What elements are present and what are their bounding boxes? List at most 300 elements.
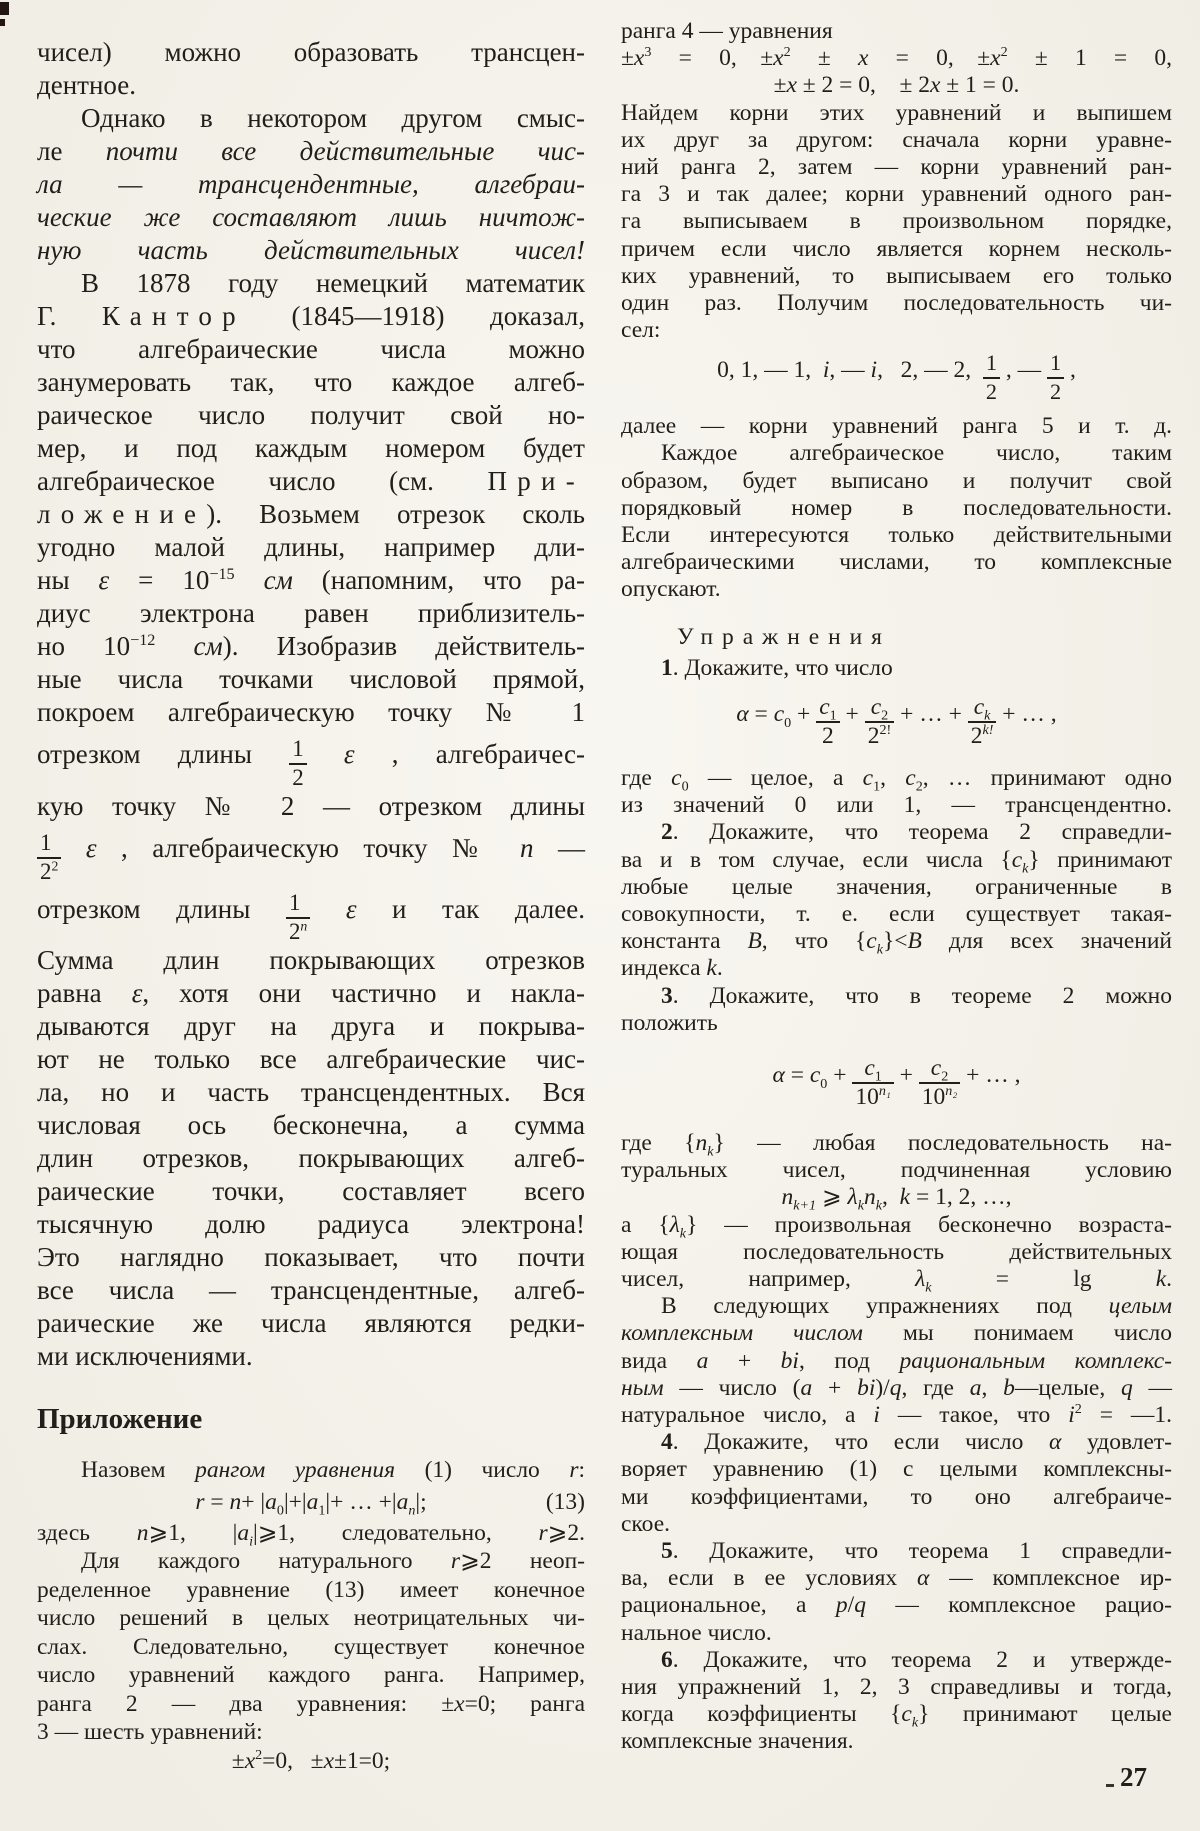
text-line (621, 983, 1172, 1010)
text-segment: c (819, 693, 830, 720)
text-line (621, 1211, 1172, 1242)
text-line (621, 1129, 1172, 1160)
text-segment: — комплексное рацио- (865, 1592, 1172, 1619)
text-line (37, 1718, 585, 1747)
text-segment: положить (621, 1009, 718, 1036)
fraction (865, 693, 895, 750)
text-segment: 2 (292, 764, 304, 790)
text-segment: 0 (784, 714, 792, 731)
text-line (621, 344, 1172, 413)
fraction-numerator (37, 829, 61, 857)
text-line (621, 1348, 1172, 1375)
text-segment: из значений 0 или 1, — трансцендентно. (621, 792, 1172, 819)
text-line (621, 1157, 1172, 1184)
text-segment: λ (915, 1265, 926, 1292)
text-segment: c (905, 764, 916, 791)
text-segment: Найдем корни этих уравнений и выпишем (621, 99, 1172, 126)
text-line (621, 522, 1172, 549)
text-segment: — (533, 832, 586, 863)
text-segment: , (981, 1374, 1004, 1401)
text-segment: а { (621, 1211, 670, 1238)
text-segment: B (907, 928, 922, 955)
text-segment: — целое, а (688, 764, 863, 791)
text-line (621, 792, 1172, 819)
text-segment: см (193, 631, 223, 661)
text-segment: α (1049, 1429, 1062, 1456)
text-segment: 3 (644, 44, 652, 61)
text-segment: ± (790, 45, 858, 72)
text-segment: алгебраическое число (см. (37, 466, 488, 496)
text-segment: ранга 2 — два уравнения: ± (37, 1690, 455, 1717)
text-line (621, 576, 1172, 603)
text-line (621, 1265, 1172, 1296)
text-segment: индекса (621, 955, 707, 982)
fraction-numerator (852, 1054, 893, 1085)
text-line (621, 72, 1172, 99)
text-segment: c (671, 764, 682, 791)
text-line (37, 1604, 585, 1633)
text-segment: ±1=0; (334, 1747, 391, 1774)
text-segment: При- (487, 466, 585, 496)
text-segment: 3 (661, 982, 673, 1009)
text-line (37, 597, 585, 630)
text-segment: 1 (288, 890, 301, 916)
fraction (286, 892, 310, 944)
text-segment: 2 (783, 44, 791, 61)
left-column-main-text (37, 36, 585, 1373)
text-segment: 0 (820, 1075, 828, 1092)
text-line (37, 36, 585, 69)
fraction-denominator (1047, 377, 1064, 403)
text-segment: ные числа точками числовой прямой, (37, 664, 585, 694)
text-segment: комплексным числом (621, 1320, 863, 1347)
text-segment: ± (977, 45, 991, 72)
text-segment: число решений в целых неотрицательных чи- (37, 1605, 585, 1632)
text-line (37, 465, 585, 498)
text-segment: ε (85, 832, 97, 863)
fraction (983, 352, 1000, 403)
text-segment: = lg (931, 1265, 1156, 1292)
text-line (621, 236, 1172, 263)
text-segment: Для каждого натурального (81, 1548, 451, 1575)
text-line (37, 1043, 585, 1076)
text-segment: для всех значений (921, 928, 1172, 955)
text-line (621, 440, 1172, 467)
text-line (37, 977, 585, 1010)
text-line (621, 317, 1172, 344)
text-line (621, 1293, 1172, 1320)
text-segment: n (229, 1488, 242, 1515)
text-line (37, 790, 585, 823)
text-line (621, 928, 1172, 958)
text-segment: x (323, 1747, 335, 1774)
text-segment (155, 631, 193, 661)
text-segment: −15 (209, 565, 235, 583)
fraction-numerator (968, 693, 997, 724)
text-segment: равна (37, 978, 132, 1009)
text-segment: c (973, 693, 985, 720)
text-segment: } принимают целые (918, 1701, 1172, 1728)
text-segment: что алгебраические числа можно (37, 334, 585, 364)
text-segment: = (784, 1062, 810, 1089)
text-segment: 2 (867, 723, 880, 750)
text-segment: x (929, 72, 941, 99)
text-segment: воряет уравнению (1) с целыми комплексны- (621, 1456, 1172, 1483)
text-segment: 2 (970, 723, 983, 750)
text-segment: a (396, 1488, 409, 1515)
text-line (37, 1142, 585, 1175)
text-segment: + (893, 1062, 919, 1089)
text-segment: покроем алгебраическую точку № 1 (37, 697, 585, 727)
text-line (37, 69, 585, 102)
text-segment: bi (780, 1347, 799, 1374)
text-segment: 2 (822, 723, 834, 750)
text-segment: a (800, 1374, 813, 1401)
text-segment: } — произвольная бесконечно возраста- (686, 1211, 1172, 1238)
text-segment: ⩾2 неоп- (460, 1548, 586, 1575)
text-segment: }< (883, 928, 908, 955)
text-segment: 10 (855, 1084, 879, 1111)
text-line (621, 1043, 1172, 1126)
text-segment: x (990, 45, 1001, 72)
fraction (968, 693, 997, 750)
text-line (621, 1484, 1172, 1511)
text-segment: Г. (37, 301, 102, 331)
text-segment: / (847, 1592, 855, 1619)
text-segment: k! (982, 722, 994, 739)
text-segment: =0; ранга (464, 1690, 586, 1717)
text-segment: c (870, 693, 882, 720)
text-segment: k (1155, 1265, 1167, 1292)
text-line (37, 823, 585, 884)
text-segment: c (773, 701, 785, 728)
text-segment: k (857, 1198, 864, 1215)
text-segment: a (265, 1488, 277, 1515)
text-segment: + … , (996, 701, 1057, 728)
text-segment: ле (37, 136, 106, 166)
text-segment: ± 1 = 0. (940, 72, 1020, 99)
text-segment: чисел) можно образовать трансцен- (37, 37, 585, 67)
fraction (919, 1054, 960, 1111)
text-segment (954, 45, 978, 71)
text-line (37, 168, 585, 201)
text-segment: ± (231, 1747, 245, 1774)
text-segment: ми исключениями. (37, 1341, 253, 1372)
text-segment: , где (901, 1374, 970, 1401)
text-segment: + (827, 1062, 853, 1089)
text-segment: a (969, 1374, 982, 1401)
text-line (37, 1307, 585, 1340)
text-segment: 1 (40, 829, 52, 855)
text-segment: ва, если в ее условиях (621, 1565, 917, 1592)
text-segment: = 1, 2, …, (910, 1184, 1012, 1211)
text-segment: a (306, 1488, 319, 1515)
text-segment: В 1878 году немецкий математик (81, 268, 585, 298)
text-segment: 2 (1049, 378, 1062, 404)
text-segment: почти все действительные чис- (105, 136, 585, 166)
text-segment: ют не только все алгебраические чис- (37, 1044, 585, 1075)
text-line (621, 181, 1172, 208)
text-line (621, 290, 1172, 317)
text-segment (235, 565, 264, 595)
text-segment: k (679, 1225, 687, 1242)
text-segment: диус электрона равен приблизитель- (37, 598, 585, 628)
text-segment: раические же числа являются редки- (37, 1308, 585, 1339)
text-line (37, 884, 585, 945)
text-line (37, 1485, 585, 1519)
text-segment: , алгебраичес- (354, 739, 586, 769)
text-segment: дываются друг на друга и покрыва- (37, 1011, 585, 1042)
text-line (37, 1747, 585, 1776)
text-segment: ны (37, 565, 99, 595)
text-line (621, 764, 1173, 795)
text-line (621, 1647, 1172, 1674)
text-segment: 2 (1000, 44, 1008, 61)
text-line (621, 1511, 1172, 1538)
text-segment: но 10 (37, 631, 131, 661)
text-line (621, 1375, 1172, 1402)
scan-artifact (0, 2, 9, 15)
text-segment: ющая последовательность действительных (621, 1238, 1172, 1265)
text-segment: = 10 (109, 565, 210, 595)
text-line (621, 1538, 1172, 1565)
text-line (37, 300, 585, 333)
text-segment: 1 (1049, 350, 1062, 376)
fraction-denominator (968, 721, 997, 749)
text-segment: 2 (881, 707, 889, 724)
text-line (621, 846, 1172, 877)
text-segment: длин отрезков, покрывающих алгеб- (37, 1143, 585, 1174)
text-segment: где { (621, 1129, 696, 1156)
text-segment: . Докажите, что в теореме 2 можно (672, 982, 1172, 1009)
text-segment: ⩾1, | (148, 1519, 238, 1546)
text-segment: x (773, 45, 784, 72)
fraction-denominator (919, 1082, 960, 1110)
fraction-denominator (37, 857, 61, 884)
text-segment: k (925, 1279, 932, 1296)
fraction-numerator (1047, 352, 1064, 376)
text-segment: + (839, 701, 865, 728)
text-segment: n (520, 832, 534, 863)
text-segment: ± 2 (899, 72, 930, 99)
text-line (621, 468, 1172, 495)
text-segment: вида (621, 1347, 697, 1374)
text-segment: , алгебраическую точку № (96, 832, 521, 863)
fraction-denominator (865, 721, 895, 749)
text-segment: c (1011, 846, 1023, 873)
text-segment: 2 (941, 1068, 949, 1085)
text-line (37, 234, 585, 267)
text-segment: i (870, 357, 878, 384)
text-segment: угодно малой длины, например дли- (37, 532, 585, 562)
text-line (621, 154, 1172, 181)
text-segment: 0, 1, — 1, (717, 357, 823, 384)
text-segment: Упражнения (677, 623, 891, 650)
text-segment: Однако в некотором другом смыс- (81, 103, 585, 133)
text-segment: + (812, 1374, 858, 1401)
text-line (621, 263, 1172, 290)
text-line (621, 1456, 1172, 1483)
text-segment: Сумма длин покрывающих отрезков (37, 945, 585, 976)
text-segment: . Докажите, что теорема 2 и утвержде- (672, 1646, 1172, 1673)
text-line (37, 1076, 585, 1109)
text-line (37, 1690, 585, 1719)
text-line (621, 874, 1172, 901)
text-segment: рангом уравнения (195, 1457, 396, 1484)
text-segment: любые целые значения, ограниченные в (621, 873, 1172, 900)
text-line (37, 1547, 585, 1576)
text-segment: ным (621, 1374, 664, 1401)
text-segment: ское. (621, 1510, 670, 1537)
text-line (621, 1184, 1172, 1215)
text-segment: мер, и под каждым номером будет (37, 433, 585, 463)
text-segment: x (786, 72, 797, 99)
text-segment: α (736, 701, 749, 728)
text-line (37, 1340, 585, 1373)
text-segment: 4 (661, 1429, 673, 1456)
text-segment: порядковый номер в последовательности. (621, 494, 1172, 521)
text-segment: 0 (276, 1502, 284, 1519)
left-column (37, 36, 585, 1775)
text-segment: 2 (985, 378, 997, 404)
text-segment: га выписываем в произвольном порядке, (621, 208, 1172, 235)
fraction (852, 1054, 893, 1111)
text-segment: |+| (283, 1488, 307, 1515)
text-line (621, 208, 1172, 235)
text-segment: здесь (37, 1519, 137, 1546)
text-segment: k (899, 1184, 911, 1211)
text-line (621, 1701, 1172, 1731)
scan-artifact (0, 19, 5, 26)
text-line (37, 696, 585, 729)
text-segment: (1845—1918) доказал, (245, 301, 585, 331)
text-line (37, 1109, 585, 1142)
text-line (37, 135, 585, 168)
text-segment: —целые, (1014, 1374, 1121, 1401)
text-segment: , … принимают одно (922, 764, 1173, 791)
text-segment: ва и в том случае, если числа { (621, 846, 1012, 873)
text-segment: = 0, (651, 45, 737, 72)
fraction-denominator (852, 1082, 893, 1110)
right-column (621, 18, 1172, 1756)
text-line (37, 1175, 585, 1208)
text-segment: (напомним, что ра- (292, 565, 586, 595)
fraction-numerator (286, 892, 310, 917)
text-line (37, 630, 585, 663)
text-segment: λ (847, 1184, 858, 1211)
text-segment: слах. Следовательно, существует конечное (37, 1633, 585, 1660)
text-line (37, 366, 585, 399)
text-segment: отрезком длины (37, 739, 290, 769)
text-segment: , хотя они частично и накла- (142, 978, 585, 1009)
text-segment: . Докажите, что теорема 1 справедли- (672, 1538, 1172, 1564)
text-line (621, 18, 1172, 45)
text-segment: константа (621, 928, 748, 955)
text-segment: 2! (879, 722, 892, 739)
appendix-text (37, 1456, 585, 1775)
text-segment: мы понимаем число (862, 1320, 1172, 1347)
text-segment: нальное число. (621, 1619, 772, 1646)
text-segment: занумеровать так, что каждое алгеб- (37, 367, 585, 397)
text-line (621, 1565, 1172, 1592)
text-segment: число уравнений каждого ранга. Например, (37, 1662, 585, 1689)
text-segment: c (901, 1701, 912, 1728)
text-segment: r (195, 1488, 205, 1515)
text-segment: сел: (621, 317, 661, 344)
text-segment: далее — корни уравнений ранга 5 и т. д. (621, 413, 1172, 440)
text-line (37, 564, 585, 597)
text-segment: r (538, 1519, 548, 1546)
fraction (289, 735, 306, 790)
text-segment: ε (345, 893, 357, 924)
text-segment: = (748, 701, 774, 728)
text-segment: n (136, 1519, 149, 1546)
fraction (1047, 352, 1064, 403)
text-line (37, 1661, 585, 1690)
text-segment: λ (669, 1211, 680, 1238)
text-segment: n (408, 1502, 416, 1519)
text-segment: ми коэффициентами, то оно алгебраиче- (621, 1483, 1172, 1510)
text-segment: (1) число (395, 1457, 570, 1484)
text-line (37, 102, 585, 135)
text-segment: −12 (130, 631, 156, 649)
text-line (37, 1519, 585, 1548)
text-segment: =0, ± (262, 1747, 324, 1774)
text-segment: = (204, 1488, 230, 1515)
text-segment: ческие же составляют лишь ничтож- (37, 202, 585, 232)
fraction-denominator (289, 763, 306, 790)
text-segment: k (1022, 860, 1029, 877)
text-segment: 5 (661, 1538, 673, 1564)
text-line (37, 498, 585, 531)
text-segment: комплексные значения. (621, 1728, 854, 1755)
text-segment: рациональное, а (621, 1592, 836, 1619)
text-line (37, 1208, 585, 1241)
text-segment: . (1166, 1265, 1172, 1292)
text-segment: см (263, 565, 293, 595)
text-segment: i (1068, 1401, 1075, 1428)
text-line (37, 432, 585, 465)
text-segment: , что { (761, 928, 867, 955)
text-segment: + … + (894, 701, 968, 728)
text-segment: c (862, 764, 874, 791)
text-segment: отрезком длины (37, 893, 286, 924)
text-segment: k (984, 707, 991, 724)
text-segment: 6 (661, 1646, 673, 1673)
fraction-denominator (286, 917, 310, 944)
text-segment: q (1121, 1374, 1133, 1401)
text-line (621, 45, 1172, 72)
text-segment: образом, будет выписано и получит свой (621, 467, 1172, 494)
text-line (37, 1010, 585, 1043)
text-line (677, 624, 1172, 651)
text-segment: k (875, 1198, 883, 1215)
text-segment: 0 (681, 778, 689, 795)
text-segment (310, 894, 346, 924)
text-segment: их друг за другом: сначала корни уравне- (621, 126, 1172, 153)
text-segment: ких уравнений, то выписываем его только (621, 262, 1172, 289)
text-segment: раические точки, составляет всего (37, 1176, 585, 1207)
fraction-numerator (865, 693, 895, 724)
fraction-numerator (983, 352, 1000, 376)
text-segment: 2 (915, 778, 923, 795)
text-segment: : (578, 1457, 586, 1484)
text-segment: c (864, 1054, 875, 1081)
text-segment: чисел, например, (621, 1265, 916, 1292)
text-line (37, 1456, 585, 1485)
text-segment: 1 (318, 1502, 326, 1519)
text-segment: |⩾1, следовательно, (253, 1519, 539, 1546)
